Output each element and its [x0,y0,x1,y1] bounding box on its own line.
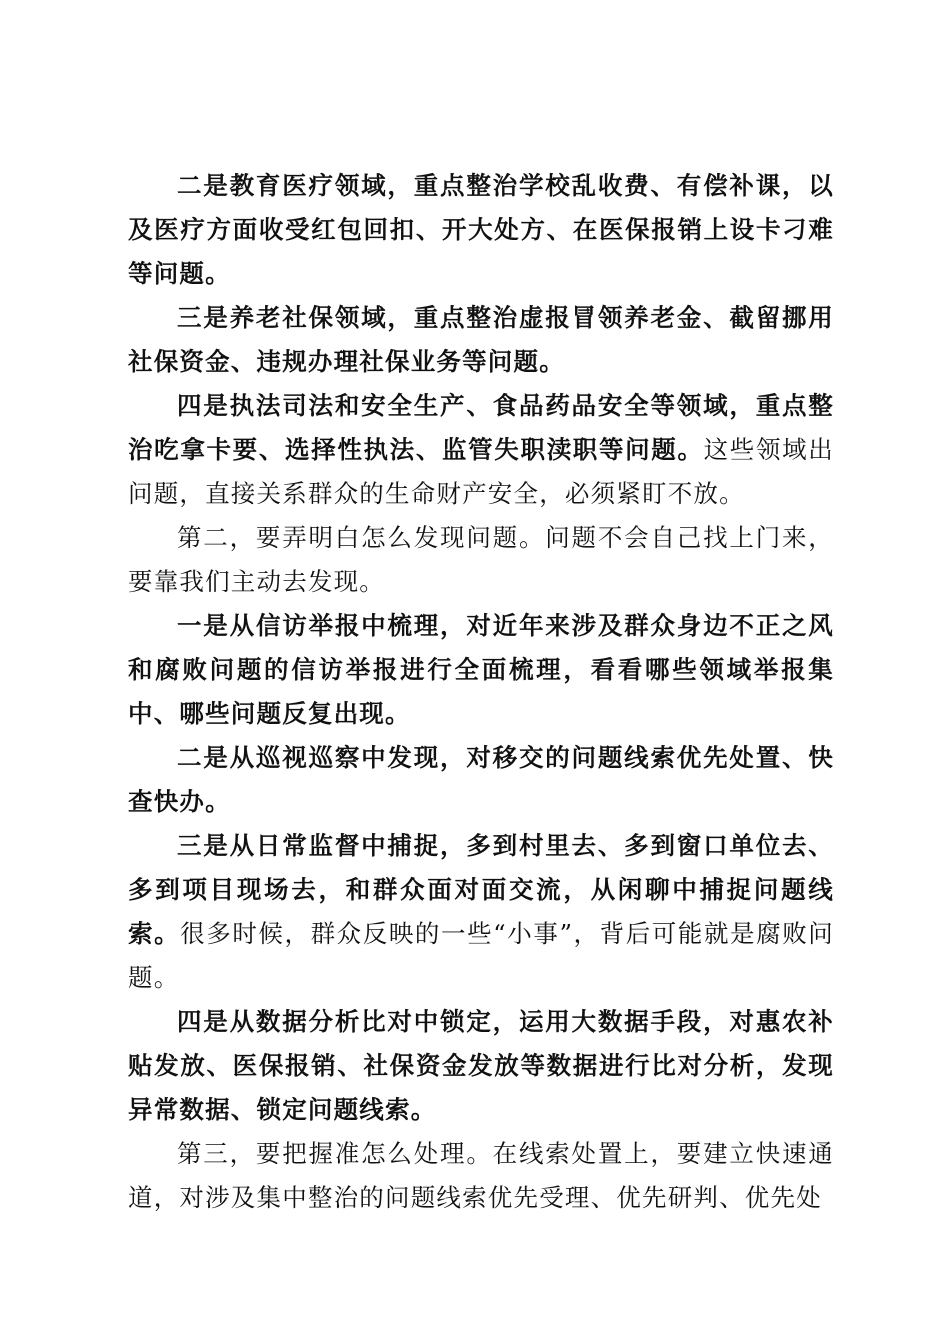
paragraph-data-analysis [128,1000,834,1132]
paragraph-bold-text: 二是从巡视巡察中发现，对移交的问题线索优先处置、快查快办。 [128,743,834,816]
paragraph-normal-text: 这些领域出问题，直接关系群众的生命财产安全，必须紧盯不放。 [128,435,835,508]
paragraph-third-handling [128,1132,834,1220]
paragraph-normal-text: 第二，要弄明白怎么发现问题。问题不会自己找上门来，要靠我们主动去发现。 [128,523,834,596]
paragraph-education-medical [128,164,834,296]
paragraph-daily-supervision [128,824,834,1000]
paragraph-bold-text: 二是教育医疗领域，重点整治学校乱收费、有偿补课，以及医疗方面收受红包回扣、开大处方、在医保报销上设卡刁难等问题。 [128,171,834,288]
paragraph-petitions [128,604,834,736]
document-page [128,164,834,1220]
paragraph-bold-text: 一是从信访举报中梳理，对近年来涉及群众身边不正之风和腐败问题的信访举报进行全面梳理，看看哪些领域举报集中、哪些问题反复出现。 [128,611,834,728]
paragraph-pension-social-security [128,296,834,384]
paragraph-bold-text: 三是从日常监督中捕捉，多到村里去、多到窗口单位去、多到项目现场去，和群众面对面交流，从闲聊中捕捉问题线索。 [128,831,834,948]
paragraph-bold-text: 三是养老社保领域，重点整治虚报冒领养老金、截留挪用社保资金、违规办理社保业务等问题。 [128,303,834,376]
paragraph-bold-text: 四是从数据分析比对中锁定，运用大数据手段，对惠农补贴发放、医保报销、社保资金发放等数据进行比对分析，发现异常数据、锁定问题线索。 [128,1007,834,1124]
paragraph-second-find-problems [128,516,834,604]
paragraph-bold-text: 四是执法司法和安全生产、食品药品安全等领域，重点整治吃拿卡要、选择性执法、监管失职渎职等问题。 [128,391,834,464]
paragraph-law-enforcement-safety [128,384,834,516]
paragraph-normal-text: 第三，要把握准怎么处理。在线索处置上，要建立快速通道，对涉及集中整治的问题线索优先受理、优先研判、优先处 [128,1139,834,1212]
paragraph-inspections [128,736,834,824]
paragraph-normal-text: 很多时候，群众反映的一些“小事”，背后可能就是腐败问题。 [128,919,834,992]
